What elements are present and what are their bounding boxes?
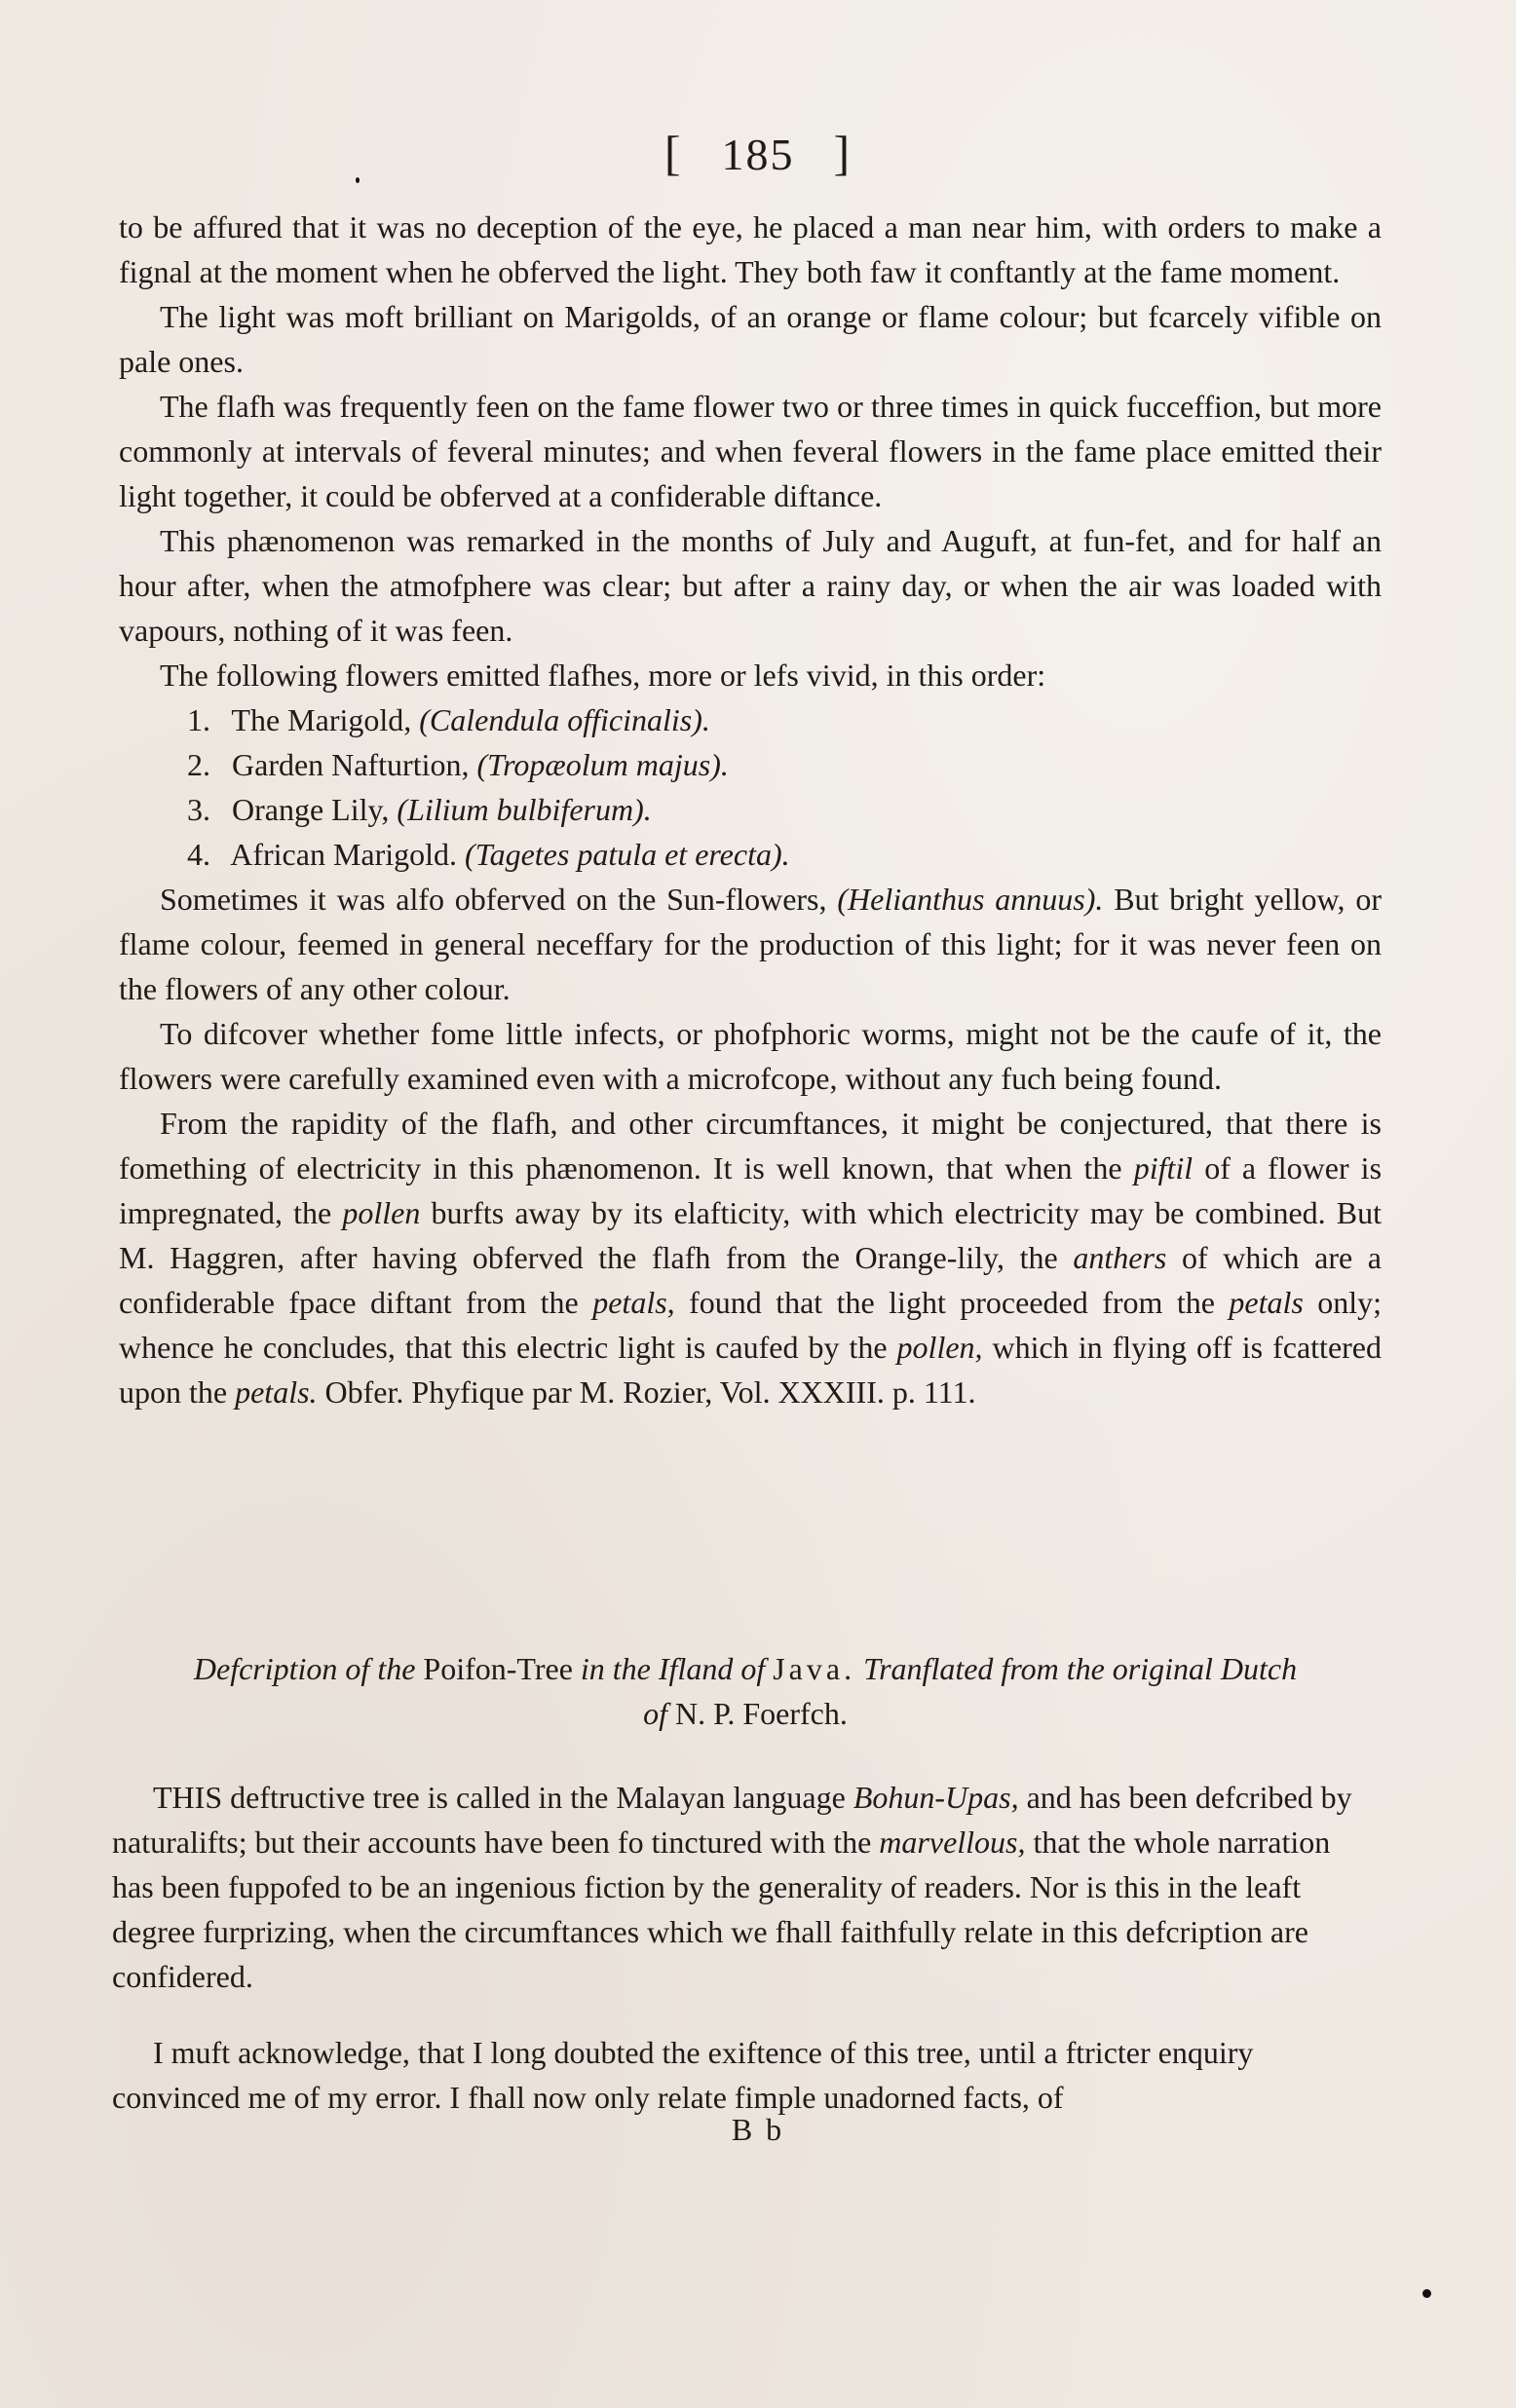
flower-latin: (Lilium bulbiferum).: [397, 792, 652, 827]
paragraph-10: I muft acknowledge, that I long doubted the exiftence of this tree, until a ftricter enquiry convinced me of my error. I fhall now only relate fimple unadorned facts, of: [112, 2035, 1254, 2115]
italic-term: pollen,: [896, 1330, 983, 1365]
title-italic: of: [643, 1696, 667, 1731]
flower-latin: (Tropæolum majus).: [476, 747, 729, 782]
list-number: 2.: [187, 747, 210, 782]
italic-term: petals,: [592, 1285, 675, 1320]
flower-latin: (Tagetes patula et erecta).: [465, 837, 790, 872]
text-run: found that the light proceeded from the: [689, 1285, 1215, 1320]
paragraph-4: This phænomenon was remarked in the months of July and Auguft, at fun-fet, and for half an hour after, when the atmofphere was clear; but after a rainy day, or when the air was loaded with vapours, nothing of it was feen.: [119, 523, 1382, 648]
title-roman: Poifon-Tree: [423, 1651, 573, 1686]
flower-name: Orange Lily,: [232, 792, 390, 827]
italic-term: piftil: [1133, 1150, 1194, 1185]
section-title: [112, 1646, 1379, 1736]
list-item: [119, 787, 1382, 832]
section-title-line-1: [112, 1646, 1379, 1691]
paragraph-7: To difcover whether fome little infects, or phofphoric worms, might not be the caufe of it, the flowers were carefully examined even with a microfcope, without any fuch being found.: [119, 1016, 1382, 1096]
text-run: only; whence he concludes, that this electric light is caufed by the: [119, 1285, 1383, 1365]
author-name: N. P. Foerfch.: [675, 1696, 848, 1731]
paragraph-2: The light was moft brilliant on Marigolds, of an orange or flame colour; but fcarcely vifible on pale ones.: [119, 299, 1382, 379]
text-run: and has been defcribed by naturalifts; but their accounts have been fo tinctured with the: [112, 1780, 1352, 1860]
paragraph-5: The following flowers emitted flafhes, more or lefs vivid, in this order:: [160, 658, 1046, 693]
section-title-line-2: [112, 1691, 1379, 1736]
list-item: [119, 742, 1382, 787]
paragraph-1: to be affured that it was no deception of the eye, he placed a man near him, with orders to make a fignal at the moment when he obferved the light. They both faw it conftantly at the fame moment.: [119, 209, 1382, 289]
list-number: 4.: [187, 837, 210, 872]
flower-latin: (Calendula officinalis).: [419, 702, 710, 737]
paragraph-6: [119, 877, 1382, 1011]
title-italic: Tranflated from the original Dutch: [863, 1651, 1298, 1686]
title-italic: in the Ifland of: [580, 1651, 766, 1686]
italic-term: marvellous,: [879, 1825, 1026, 1860]
text-run: burfts away by its elafticity, with which electricity may be combined. But M. Haggren, after having obferved the flafh from the Orange-lily, the: [119, 1195, 1383, 1275]
text-run: Sometimes it was alfo obferved on the Sun-flowers,: [160, 882, 827, 917]
latin-name: (Helianthus annuus).: [837, 882, 1104, 917]
list-item: [119, 697, 1382, 742]
title-italic: Defcription of the: [193, 1651, 416, 1686]
italic-term: Bohun-Upas,: [853, 1780, 1019, 1815]
text-run: But bright yellow, or flame colour, feemed in general neceffary for the production of this light; for it was never feen on the flowers of any other colour.: [119, 882, 1383, 1006]
paragraph-9: [112, 1775, 1379, 1999]
list-number: 3.: [187, 792, 210, 827]
text-run: of which are a confiderable fpace diftant from the: [119, 1240, 1383, 1320]
text-run: From the rapidity of the flafh, and other circumftances, it might be conjectured, that there is fomething of electricity in this phænomenon. It is well known, that when the: [119, 1106, 1382, 1185]
italic-term: petals: [1229, 1285, 1304, 1320]
signature-mark: B b: [731, 2112, 785, 2147]
title-roman: Java.: [773, 1651, 856, 1686]
list-number: 1.: [187, 702, 210, 737]
flower-name: Garden Nafturtion,: [232, 747, 470, 782]
flower-name: African Marigold.: [230, 837, 458, 872]
second-article: [112, 1646, 1379, 2151]
text-run: THIS deftructive tree is called in the Malayan language: [153, 1780, 846, 1815]
text-run: that the whole narration has been fuppofed to be an ingenious fiction by the generality of readers. Nor is this in the leaft degree furprizing, when the circumftances which we fhall faithfully relate in this defcription are confidered.: [112, 1825, 1331, 1994]
text-run: which in flying off is fcattered upon the: [119, 1330, 1383, 1410]
page-number: 185: [721, 130, 795, 179]
italic-term: pollen: [342, 1195, 421, 1230]
citation: Obfer. Phyfique par M. Rozier, Vol. XXXIII. p. 111.: [324, 1374, 976, 1410]
ink-speck: [1422, 2289, 1431, 2298]
italic-term: anthers: [1073, 1240, 1167, 1275]
main-text: [119, 205, 1382, 1414]
page-header: [0, 125, 1516, 181]
list-item: [119, 832, 1382, 877]
paragraph-8: [119, 1101, 1382, 1414]
italic-term: petals.: [235, 1374, 318, 1410]
header-bracket-open: [: [663, 126, 683, 180]
paragraph-3: The flafh was frequently feen on the fame flower two or three times in quick fucceffion, but more commonly at intervals of feveral minutes; and when feveral flowers in the fame place emitted their light together, it could be obferved at a confiderable diftance.: [119, 389, 1382, 513]
flower-name: The Marigold,: [231, 702, 412, 737]
ink-speck: [356, 177, 360, 183]
header-bracket-close: ]: [833, 126, 853, 180]
text-run: of a flower is impregnated, the: [119, 1150, 1383, 1230]
